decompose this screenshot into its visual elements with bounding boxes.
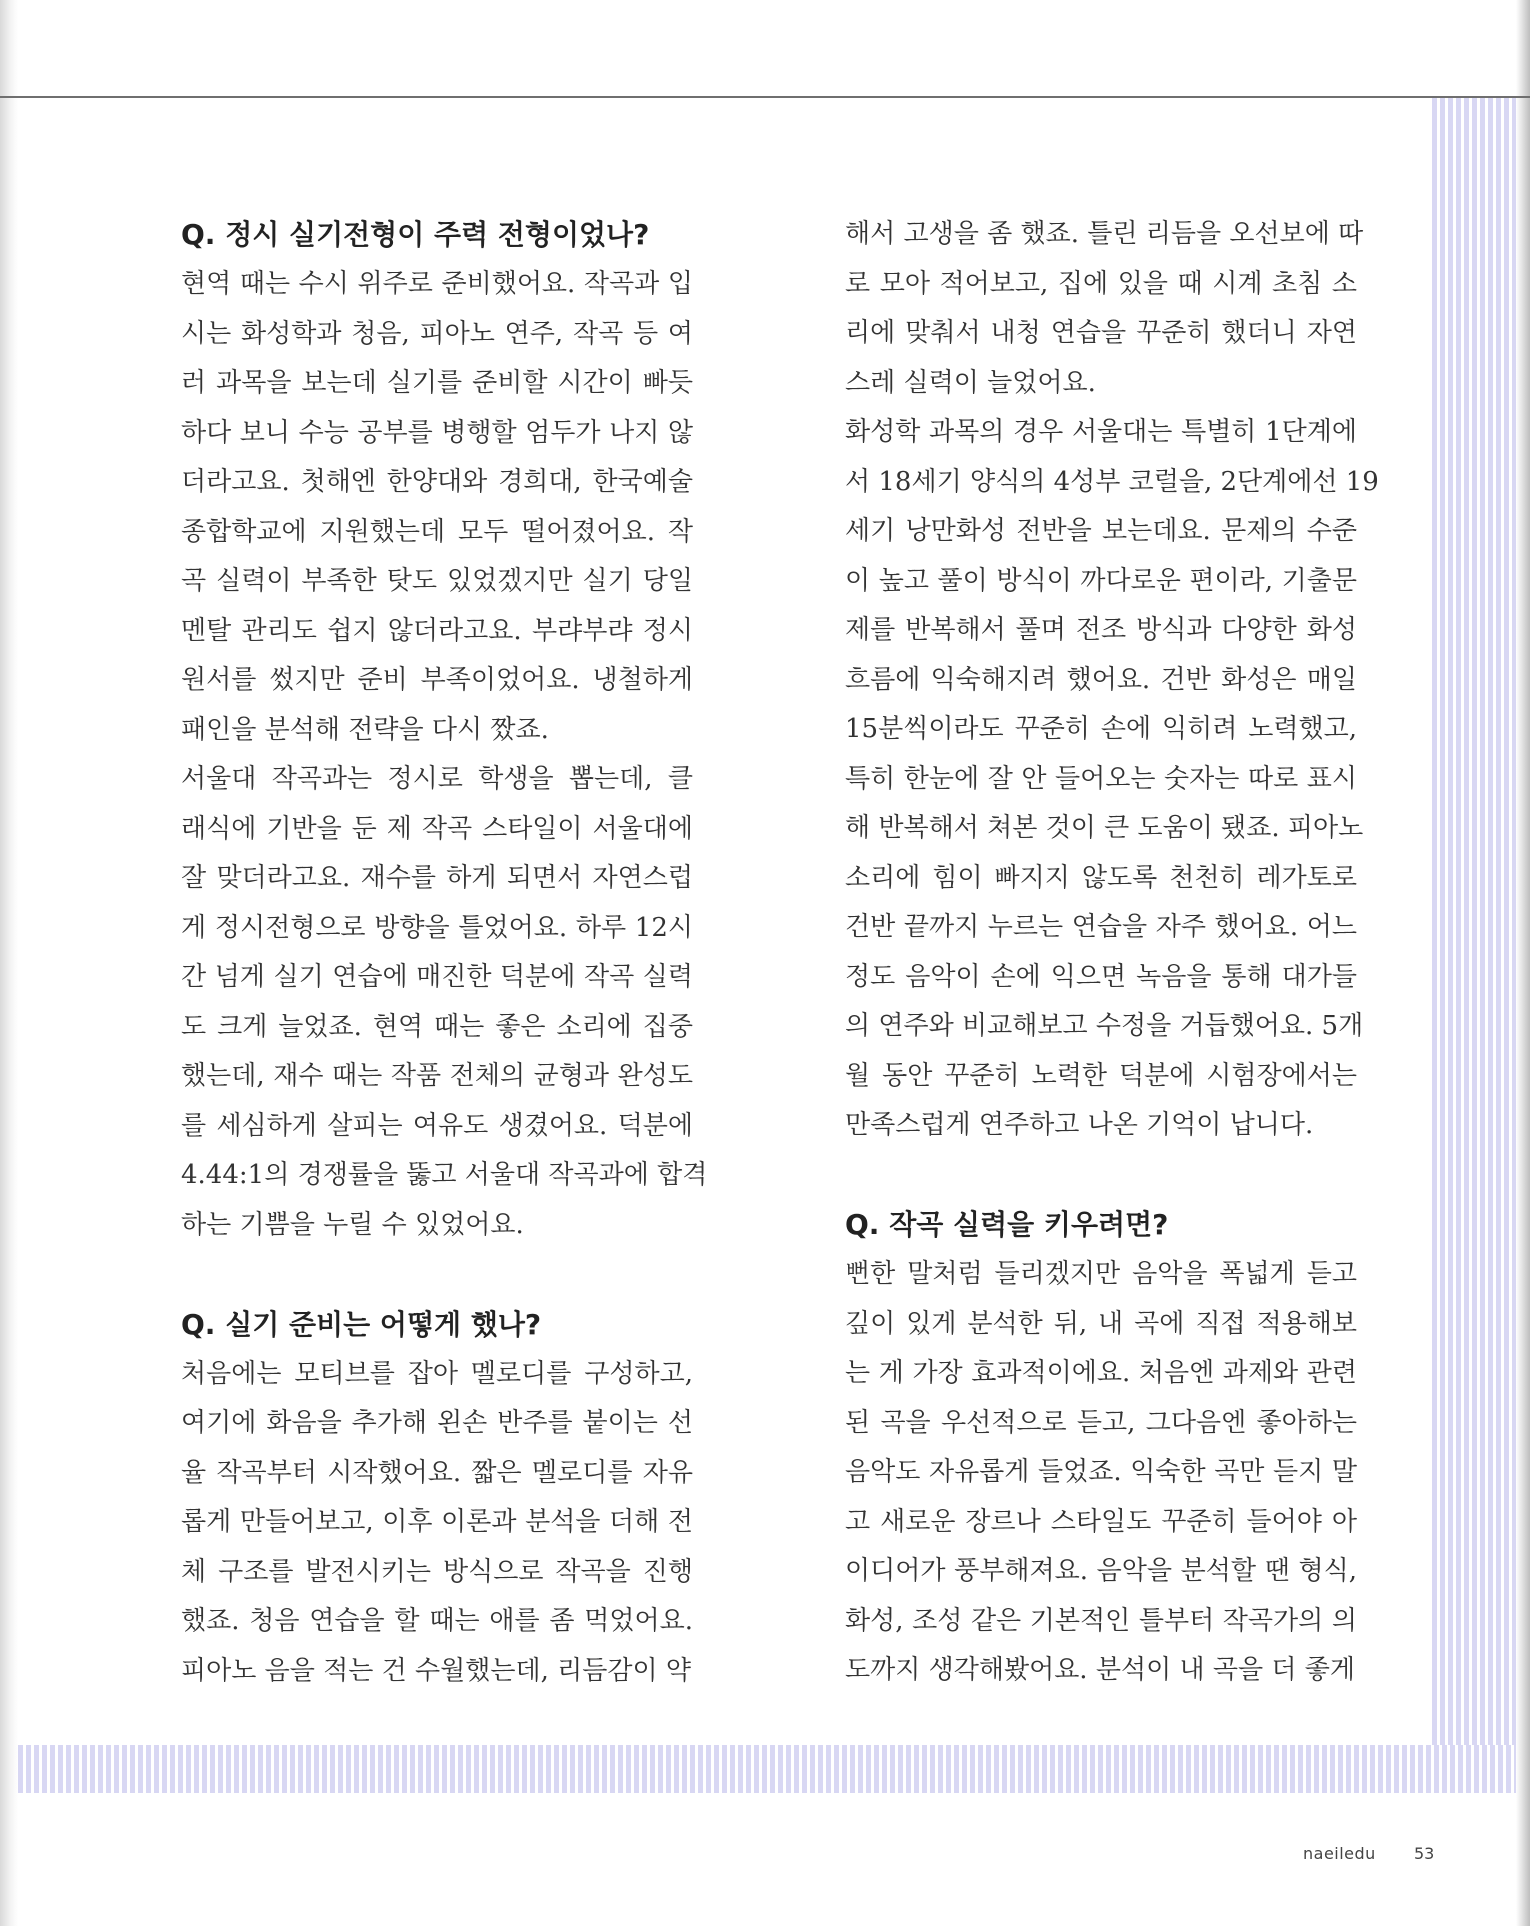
text-line: 게 정시전형으로 방향을 틀었어요. 하루 12시 bbox=[181, 912, 693, 943]
text-line: 소리에 힘이 빠지지 않도록 천천히 레가토로 bbox=[845, 862, 1357, 893]
text-line: 더라고요. 첫해엔 한양대와 경희대, 한국예술 bbox=[181, 467, 693, 497]
text-line: 정도 음악이 손에 익으면 녹음을 통해 대가들 bbox=[845, 961, 1357, 992]
text-line: 월 동안 꾸준히 노력한 덕분에 시험장에서는 bbox=[845, 1060, 1357, 1091]
text-line: 곡 실력이 부족한 탓도 있었겠지만 실기 당일 bbox=[181, 566, 693, 596]
text-line: 간 넘게 실기 연습에 매진한 덕분에 작곡 실력 bbox=[181, 962, 693, 992]
text-line: 도까지 생각해봤어요. 분석이 내 곡을 더 좋게 bbox=[845, 1655, 1355, 1685]
text-line: 깊이 있게 분석한 뒤, 내 곡에 직접 적용해보 bbox=[845, 1308, 1357, 1339]
text-line: 특히 한눈에 잘 안 들어오는 숫자는 따로 표시 bbox=[845, 763, 1357, 794]
text-line: 리에 맞춰서 내청 연습을 꾸준히 했더니 자연 bbox=[845, 318, 1357, 348]
text-line: 해 반복해서 쳐본 것이 큰 도움이 됐죠. 피아노 bbox=[845, 813, 1364, 843]
section-gap bbox=[845, 1151, 1357, 1201]
text-line: 로 모아 적어보고, 집에 있을 때 시계 초침 소 bbox=[845, 268, 1357, 299]
text-line: 롭게 만들어보고, 이후 이론과 분석을 더해 전 bbox=[181, 1507, 693, 1537]
page-edge-shadow bbox=[1516, 0, 1530, 1926]
text-line: 만족스럽게 연주하고 나온 기억이 납니다. bbox=[845, 1110, 1314, 1140]
page-number: 53 bbox=[1414, 1844, 1435, 1863]
text-line: 화성, 조성 같은 기본적인 틀부터 작곡가의 의 bbox=[845, 1605, 1357, 1636]
text-line: 체 구조를 발전시키는 방식으로 작곡을 진행 bbox=[181, 1556, 693, 1587]
text-line: 종합학교에 지원했는데 모두 떨어졌어요. 작 bbox=[181, 516, 693, 547]
top-rule bbox=[0, 96, 1530, 98]
decorative-stripe-right bbox=[1432, 98, 1516, 1788]
page-gutter-shadow bbox=[0, 0, 18, 1926]
text-line: 하다 보니 수능 공부를 병행할 엄두가 나지 않 bbox=[181, 417, 693, 448]
text-line: 이 높고 풀이 방식이 까다로운 편이라, 기출문 bbox=[845, 565, 1357, 596]
text-line: 처음에는 모티브를 잡아 멜로디를 구성하고, bbox=[181, 1358, 693, 1389]
text-line: 피아노 음을 적는 건 수월했는데, 리듬감이 약 bbox=[181, 1655, 691, 1686]
right-column bbox=[845, 210, 1379, 1696]
answer-paragraph bbox=[845, 1250, 1357, 1696]
answer-paragraph bbox=[181, 1350, 693, 1697]
question-heading: Q. 작곡 실력을 키우려면? bbox=[845, 1208, 1169, 1241]
left-column bbox=[181, 210, 708, 1696]
text-line: 서 18세기 양식의 4성부 코럴을, 2단계에선 19 bbox=[845, 466, 1379, 497]
answer-paragraph bbox=[181, 755, 708, 1250]
decorative-stripe-bottom bbox=[18, 1745, 1516, 1793]
text-line: 멘탈 관리도 쉽지 않더라고요. 부랴부랴 정시 bbox=[181, 615, 693, 646]
text-line: 율 작곡부터 시작했어요. 짧은 멜로디를 자유 bbox=[181, 1457, 693, 1488]
text-line: 러 과목을 보는데 실기를 준비할 시간이 빠듯 bbox=[181, 368, 693, 398]
text-line: 잘 맞더라고요. 재수를 하게 되면서 자연스럽 bbox=[181, 863, 693, 893]
text-line: 도 크게 늘었죠. 현역 때는 좋은 소리에 집중 bbox=[181, 1011, 693, 1042]
question-heading: Q. 실기 준비는 어떻게 했나? bbox=[181, 1307, 542, 1341]
text-line: 제를 반복해서 풀며 전조 방식과 다양한 화성 bbox=[845, 615, 1357, 645]
text-line: 를 세심하게 살피는 여유도 생겼어요. 덕분에 bbox=[181, 1110, 693, 1141]
answer-paragraph bbox=[845, 210, 1364, 408]
text-line: 15분씩이라도 꾸준히 손에 익히려 노력했고, bbox=[845, 714, 1357, 744]
text-line: 이디어가 풍부해져요. 음악을 분석할 땐 형식, bbox=[845, 1556, 1357, 1586]
text-line: 화성학 과목의 경우 서울대는 특별히 1단계에 bbox=[845, 417, 1357, 447]
text-line: 건반 끝까지 누르는 연습을 자주 했어요. 어느 bbox=[845, 912, 1357, 942]
text-line: 고 새로운 장르나 스타일도 꾸준히 들어야 아 bbox=[845, 1506, 1357, 1537]
text-line: 원서를 썼지만 준비 부족이었어요. 냉철하게 bbox=[181, 665, 693, 695]
text-line: 현역 때는 수시 위주로 준비했어요. 작곡과 입 bbox=[181, 269, 693, 299]
text-line: 의 연주와 비교해보고 수정을 거듭했어요. 5개 bbox=[845, 1011, 1364, 1041]
text-line: 해서 고생을 좀 했죠. 틀린 리듬을 오선보에 따 bbox=[845, 219, 1364, 249]
text-line: 된 곡을 우선적으로 듣고, 그다음엔 좋아하는 bbox=[845, 1407, 1357, 1438]
text-line: 패인을 분석해 전략을 다시 짰죠. bbox=[181, 714, 549, 745]
text-line: 시는 화성학과 청음, 피아노 연주, 작곡 등 여 bbox=[181, 318, 693, 349]
text-line: 흐름에 익숙해지려 했어요. 건반 화성은 매일 bbox=[845, 664, 1357, 695]
text-line: 4.44:1의 경쟁률을 뚫고 서울대 작곡과에 합격 bbox=[181, 1160, 708, 1190]
text-line: 서울대 작곡과는 정시로 학생을 뽑는데, 클 bbox=[181, 764, 693, 794]
text-line: 여기에 화음을 추가해 왼손 반주를 붙이는 선 bbox=[181, 1408, 693, 1438]
footer-brand: naeiledu bbox=[1303, 1844, 1376, 1863]
question-heading: Q. 정시 실기전형이 주력 전형이었나? bbox=[181, 218, 650, 251]
text-line: 음악도 자유롭게 들었죠. 익숙한 곡만 듣지 말 bbox=[845, 1457, 1357, 1487]
answer-paragraph bbox=[181, 260, 693, 755]
text-line: 하는 기쁨을 누릴 수 있었어요. bbox=[181, 1209, 524, 1240]
text-line: 스레 실력이 늘었어요. bbox=[845, 367, 1096, 398]
text-line: 했죠. 청음 연습을 할 때는 애를 좀 먹었어요. bbox=[181, 1606, 693, 1636]
text-line: 뻔한 말처럼 들리겠지만 음악을 폭넓게 듣고 bbox=[845, 1259, 1357, 1289]
text-line: 는 게 가장 효과적이에요. 처음엔 과제와 관련 bbox=[845, 1358, 1357, 1388]
text-line: 세기 낭만화성 전반을 보는데요. 문제의 수준 bbox=[845, 516, 1357, 546]
answer-paragraph bbox=[845, 408, 1379, 1151]
section-gap bbox=[181, 1250, 693, 1300]
text-line: 래식에 기반을 둔 제 작곡 스타일이 서울대에 bbox=[181, 813, 693, 844]
text-line: 했는데, 재수 때는 작품 전체의 균형과 완성도 bbox=[181, 1061, 693, 1091]
